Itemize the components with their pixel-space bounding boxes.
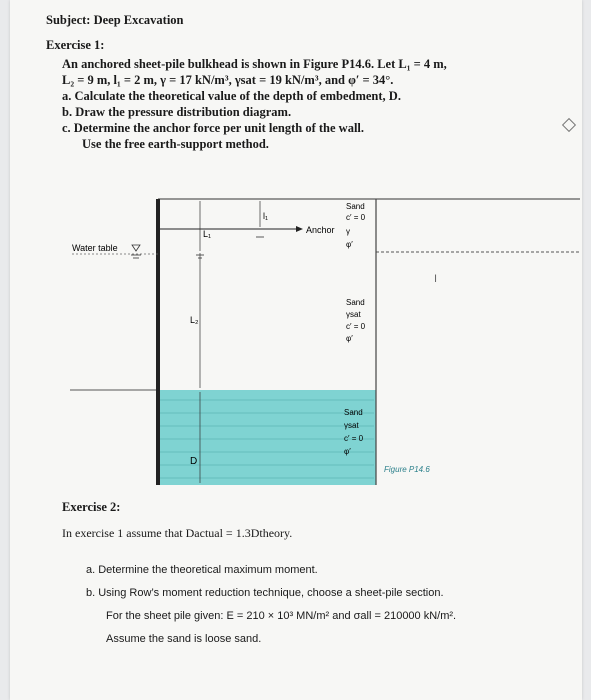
exercise1-title: Exercise 1: [46,38,105,52]
exercise2-item-c: For the sheet pile given: E = 210 × 10³ MN/m² and σall = 210000 kN/m². [106,610,457,622]
layer3-soil: Sand [344,408,363,417]
label-l1: l₁ [263,211,269,221]
exercise2-title: Exercise 2: [62,500,121,514]
layer2-cohesion: c′ = 0 [346,322,366,331]
exercise2-item-a: a. Determine the theoretical maximum moment. [86,564,318,576]
exercise2-item-b: b. Using Row’s moment reduction technique, choose a sheet-pile section. [86,587,444,599]
layer2-phi: φ′ [346,334,353,343]
sheet-pile-wall [156,199,160,485]
exercise1-body [62,56,580,152]
layer2-soil: Sand [346,298,365,307]
layer1-soil: Sand [346,202,365,211]
figure-caption: Figure P14.6 [384,465,430,474]
label-D: D [190,456,198,467]
water-table-label: Water table [72,243,118,253]
exercise2-intro: In exercise 1 assume that Dactual = 1.3Dtheory. [62,526,293,540]
layer1-gamma: γ [346,227,350,236]
layer2-gamma-sat: γsat [346,310,361,319]
exercise1-item-c: c. Determine the anchor force per unit length of the wall. [62,121,365,135]
exercise1-item-b: b. Draw the pressure distribution diagram. [62,105,292,119]
exercise1-line2: L₂ = 9 m, l₁ = 2 m, γ = 17 kN/m³, γsat = 19 kN/m³, and φ′ = 34°. [62,73,394,87]
exercise2-item-d: Assume the sand is loose sand. [106,633,262,645]
exercise1-item-a: a. Calculate the theoretical value of the depth of embedment, D. [62,89,401,103]
text-cursor-icon: I [434,273,438,285]
anchor-arrowhead-icon [296,226,303,232]
label-L1: L₁ [203,229,212,239]
layer2-labels [346,298,366,343]
label-L2: L₂ [190,315,199,325]
layer3-cohesion: c′ = 0 [344,434,364,443]
exercise1-line1: An anchored sheet-pile bulkhead is shown in Figure P14.6. Let L₁ = 4 m, [62,57,447,71]
exercise2-list [86,559,456,651]
layer1-labels [346,202,366,249]
water-table-symbol-icon [132,245,140,251]
layer1-cohesion: c′ = 0 [346,213,366,222]
layer3-gamma-sat: γsat [344,421,359,430]
exercise1-item-c-method: Use the free earth-support method. [82,137,269,151]
document-page [10,0,582,700]
subject-heading: Subject: Deep Excavation [46,13,184,27]
figure-p14-6 [10,185,582,505]
anchor-label: Anchor [306,225,335,235]
layer3-phi: φ′ [344,447,351,456]
layer1-phi: φ′ [346,240,353,249]
